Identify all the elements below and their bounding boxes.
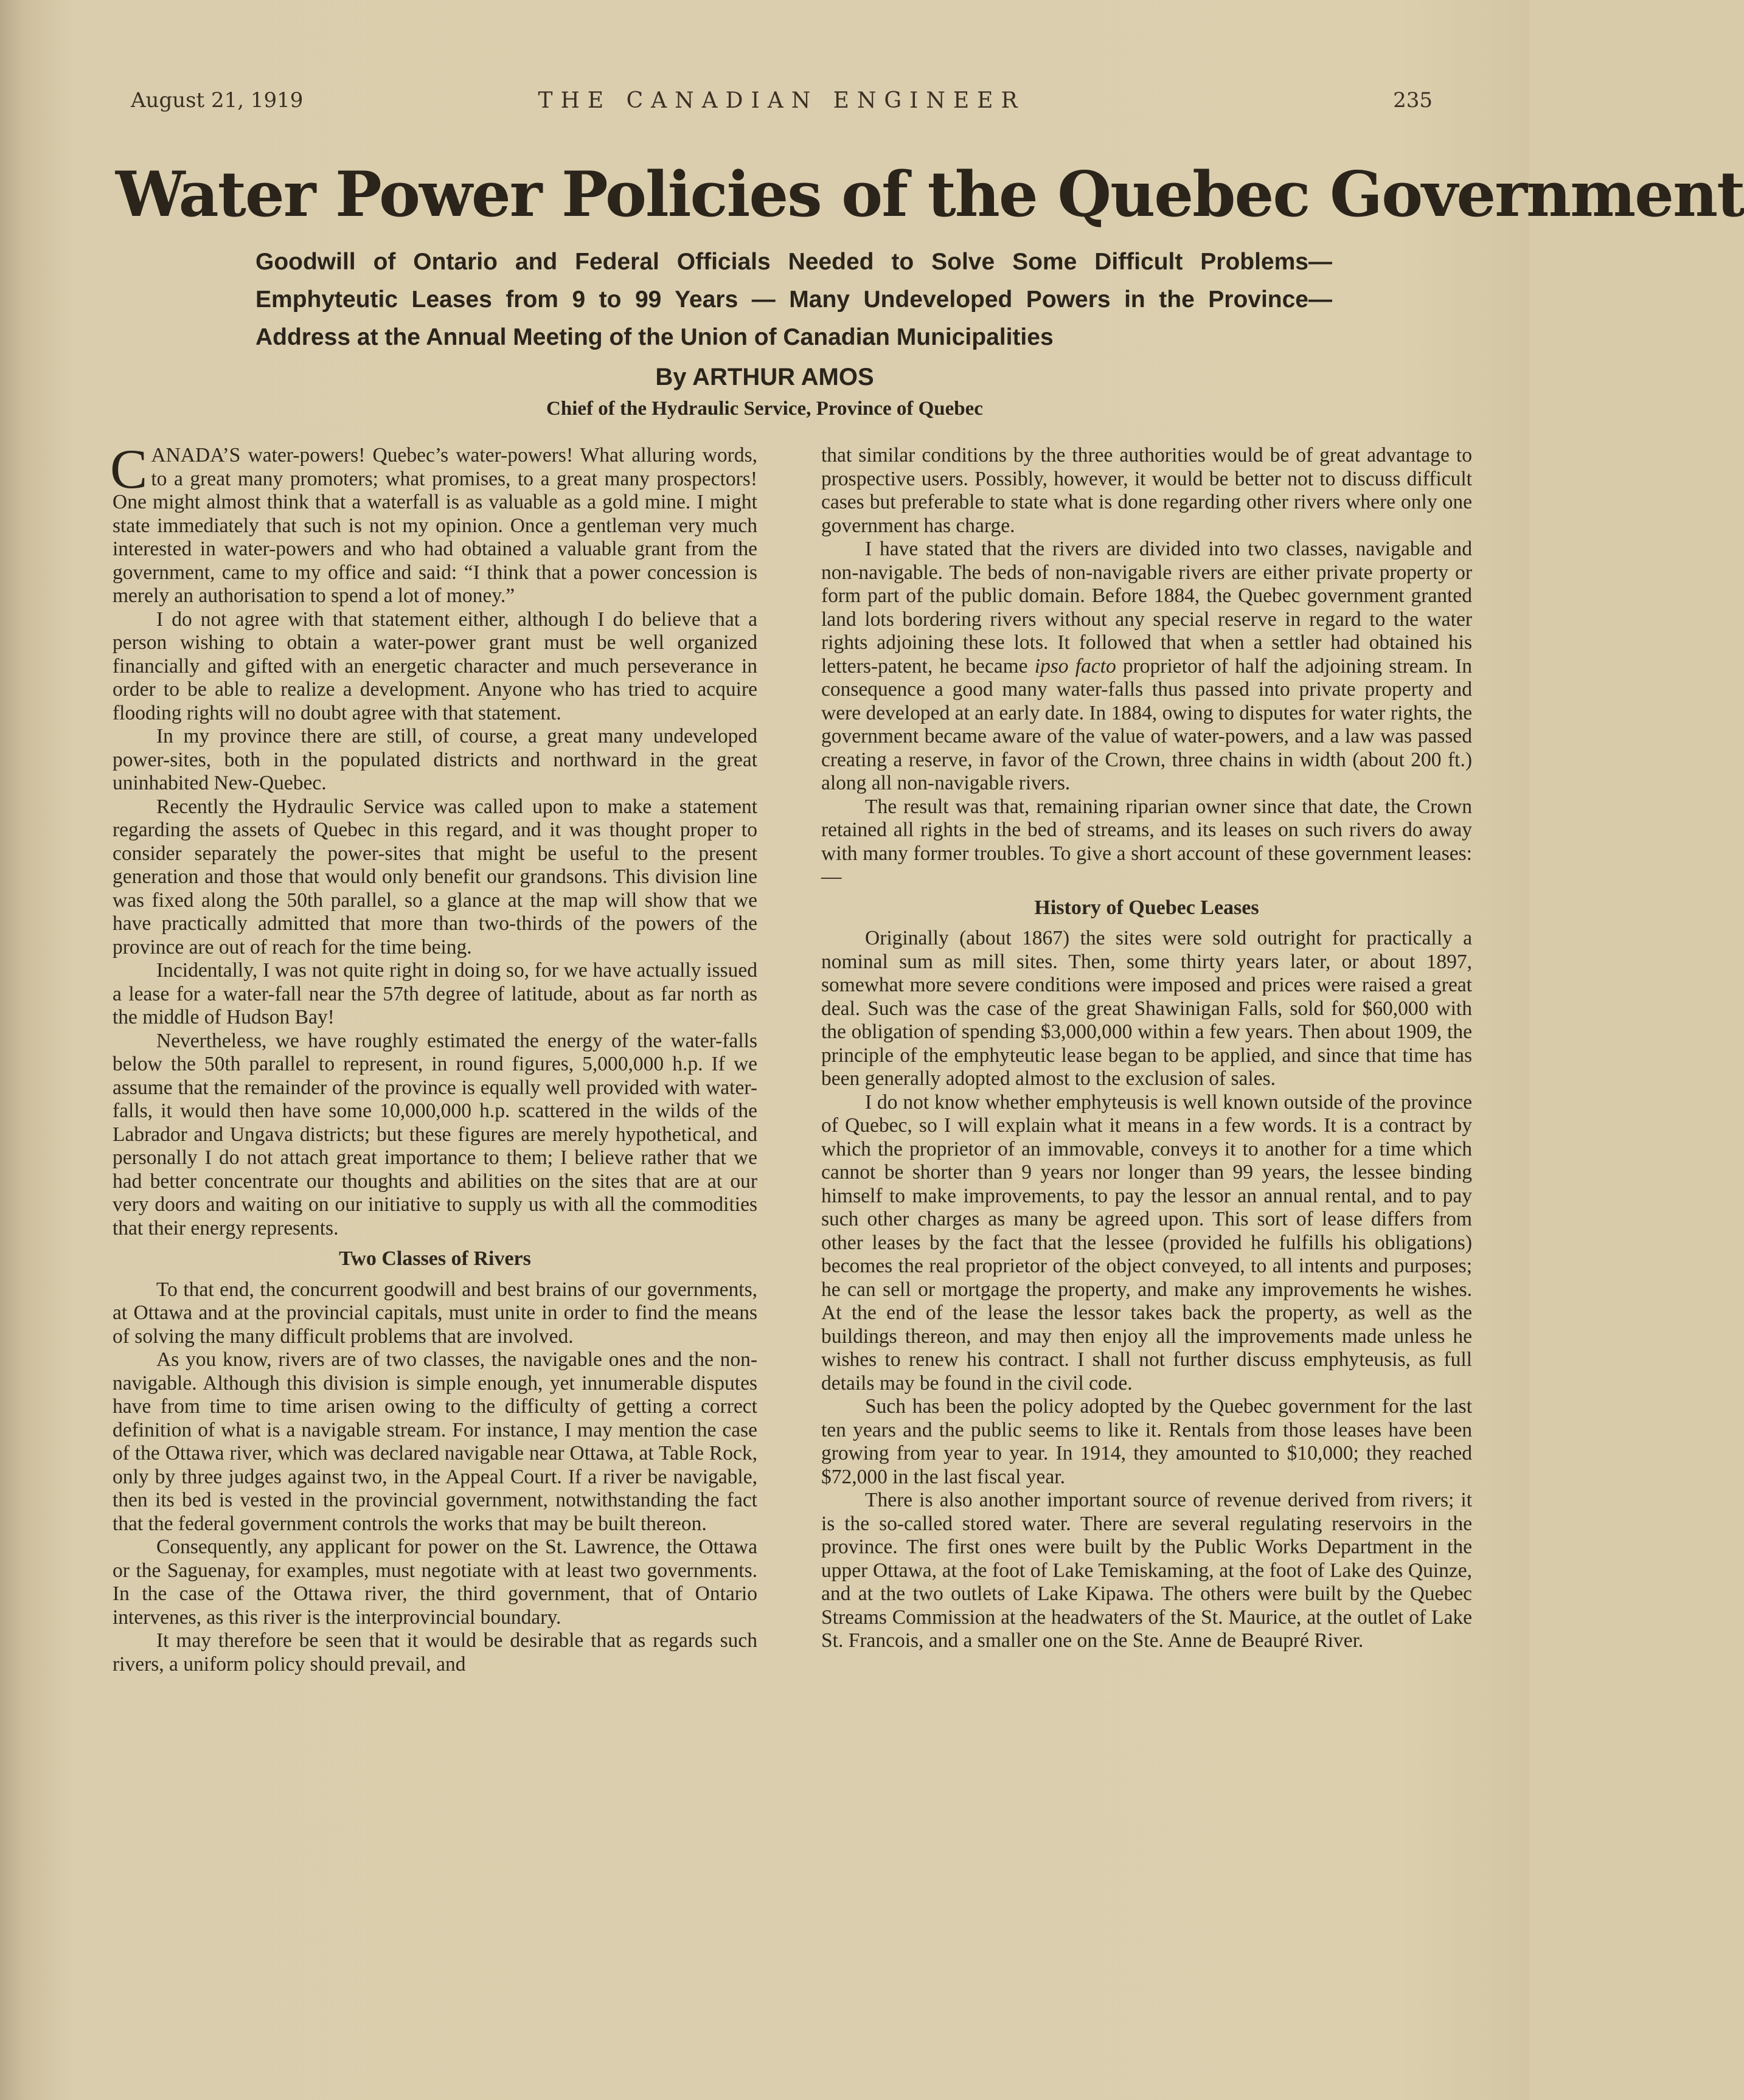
paragraph: The result was that, remaining riparian owner since that date, the Crown retained all rights in the bed of streams, and its leases on such rivers do away with many former troubles. To give a short account of these government leases:— (821, 795, 1472, 888)
section-heading: History of Quebec Leases (1034, 896, 1259, 919)
paragraph: To that end, the concurrent goodwill and best brains of our governments, at Ottawa and at the provincial capitals, must unite in order to find the means of solving the many difficult problems that are involved. (113, 1278, 757, 1348)
paragraph: There is also another important source of revenue derived from rivers; it is the so-called stored water. There are several regulating reservoirs in the province. The first ones were built by the Public Works Department in the upper Ottawa, at the foot of Lake Temiskaming, at the foot of Lake des Quinze, and at the two outlets of Lake Kipawa. The others were built by the Quebec Streams Commission at the headwaters of the St. Maurice, at the outlet of Lake St. Francois, and a smaller one on the Ste. Anne de Beaupré River. (821, 1489, 1472, 1652)
paragraph: As you know, rivers are of two classes, the navigable ones and the non-navigable. Although this division is simple enough, yet innumerable disputes have from time to time arisen owing to the difficulty of getting a correct definition of what is a navigable stream. For instance, I may mention the case of the Ottawa river, which was declared navigable near Ottawa, at Table Rock, only by three judges against two, in the Appeal Court. If a river be navigable, then its bed is vested in the provincial government, notwithstanding the fact that the federal government controls the works that may be built thereon. (113, 1348, 757, 1535)
paragraph: Such has been the policy adopted by the Quebec government for the last ten years and the public seems to like it. Rentals from those leases have been growing from year to year. In 1914, they amounted to $10,000; they reached $72,000 in the last fiscal year. (821, 1395, 1472, 1488)
paragraph: I do not know whether emphyteusis is well known outside of the province of Quebec, so I will explain what it means in a few words. It is a contract by which the proprietor of an immovable, conveys it to another for a time which cannot be shorter than 9 years nor longer than 99 years, the lessee binding himself to make improvements, to pay the lessor an annual rental, and to pay such other charges as many be agreed upon. This sort of lease differs from other leases by the fact that the lessee (provided he fulfills his obligations) becomes the real proprietor of the object conveyed, to all intents and purposes; he can sell or mortgage the property, and make any improvements he wishes. At the end of the lease the lessor takes back the property, as well as the buildings thereon, and may then enjoy all the improvements made unless he wishes to renew his contract. I shall not further discuss emphyteusis, as full details may be found in the civil code. (821, 1090, 1472, 1395)
paragraph: that similar conditions by the three authorities would be of great advantage to prospective users. Possibly, however, it would be better not to discuss difficult cases but preferable to state what is done regarding other rivers where only one government has charge. (821, 444, 1472, 537)
drop-cap: C (110, 438, 148, 500)
running-head (131, 88, 1433, 125)
author-byline: By ARTHUR AMOS (655, 364, 874, 390)
author-affiliation: Chief of the Hydraulic Service, Province of Quebec (546, 398, 983, 420)
paragraph: Consequently, any applicant for power on the St. Lawrence, the Ottawa or the Saguenay, for examples, must negotiate with at least two governments. In the case of the Ottawa river, the third government, that of Ontario intervenes, as this river is the interprovincial boundary. (113, 1536, 757, 1629)
paragraph: CANADA’S water-powers! Quebec’s water-powers! What alluring words, to a great many promoters; what promises, to a great many prospectors! One might almost think that a waterfall is as valuable as a gold mine. I might state immediately that such is not my opinion. Once a gentleman very much interested in water-powers and who had obtained a valuable grant from the government, came to my office and said: “I think that a power concession is merely an authorisation to spend a lot of money.” (110, 438, 757, 607)
paragraph: In my province there are still, of course, a great many undeveloped power-sites, both in the populated districts and northward in the great uninhabited New-Quebec. (113, 725, 757, 794)
page-number: 235 (1393, 88, 1433, 113)
right-column (821, 444, 1472, 1653)
latin-phrase: ipso facto (1034, 654, 1116, 677)
article-subtitle: Goodwill of Ontario and Federal Officials Needed to Solve Some Difficult Problems— Emphyteutic Leases from 9 to 99 Years — Many Undeveloped Powers in the Province—Address at the Annual Meeting of the Union of Canadian Municipalities (255, 249, 1332, 350)
article-title: Water Power Policies of the Quebec Government (116, 158, 1744, 231)
paragraph: Incidentally, I was not quite right in doing so, for we have actually issued a lease for a water-fall near the 57th degree of latitude, about as far north as the middle of Hudson Bay! (113, 959, 757, 1028)
issue-date: August 21, 1919 (131, 88, 304, 113)
paragraph: Nevertheless, we have roughly estimated the energy of the water-falls below the 50th parallel to represent, in round figures, 5,000,000 h.p. If we assume that the remainder of the province is equally well provided with water-falls, it would then have some 10,000,000 h.p. scattered in the wilds of the Labrador and Ungava districts; but these figures are merely hypothetical, and personally I do not attach great importance to them; I believe rather that we had better concentrate our thoughts and abilities on the sites that are at our very doors and waiting on our initiative to supply us with all the commodities that their energy represents. (113, 1029, 757, 1239)
paragraph: I have stated that the rivers are divided into two classes, navigable and non-navigable. The beds of non-navigable rivers are either private property or form part of the public domain. Before 1884, the Quebec government granted land lots bordering rivers without any special reserve in regard to the water rights adjoining these lots. It followed that when a settler had obtained his letters-patent, he became ipso facto proprietor of half the adjoining stream. In consequence a good many water-falls thus passed into private property and were developed at an early date. In 1884, owing to disputes for water rights, the government became aware of the value of water-powers, and a law was passed creating a reserve, in favor of the Crown, three chains in width (about 200 ft.) along all non-navigable rivers. (821, 538, 1473, 794)
paragraph: Recently the Hydraulic Service was called upon to make a statement regarding the assets of Quebec in this regard, and it was thought proper to consider separately the power-sites that might be useful to the present generation and those that would only benefit our grandsons. This division line was fixed along the 50th parallel, so a glance at the map will show that we have practically admitted that more than two-thirds of the powers of the province are out of reach for the time being. (113, 795, 757, 958)
paragraph: It may therefore be seen that it would be desirable that as regards such rivers, a uniform policy should prevail, and (113, 1629, 757, 1675)
paragraph: I do not agree with that statement either, although I do believe that a person wishing to obtain a water-power grant must be well organized financially and gifted with an energetic character and much perseverance in order to be able to realize a development. Anyone who has tried to acquire flooding rights will no doubt agree with that statement. (113, 608, 757, 724)
left-column (110, 438, 757, 1676)
journal-name: THE CANADIAN ENGINEER (538, 88, 1026, 113)
section-heading: Two Classes of Rivers (339, 1247, 531, 1270)
paragraph: Originally (about 1867) the sites were sold outright for practically a nominal sum as mill sites. Then, some thirty years later, or about 1897, somewhat more severe conditions were imposed and prices were raised a great deal. Such was the case of the great Shawinigan Falls, sold for $60,000 with the obligation of spending $3,000,000 within a few years. Then about 1909, the principle of the emphyteutic lease began to be applied, and since that time has been generally adopted almost to the exclusion of sales. (821, 927, 1472, 1090)
